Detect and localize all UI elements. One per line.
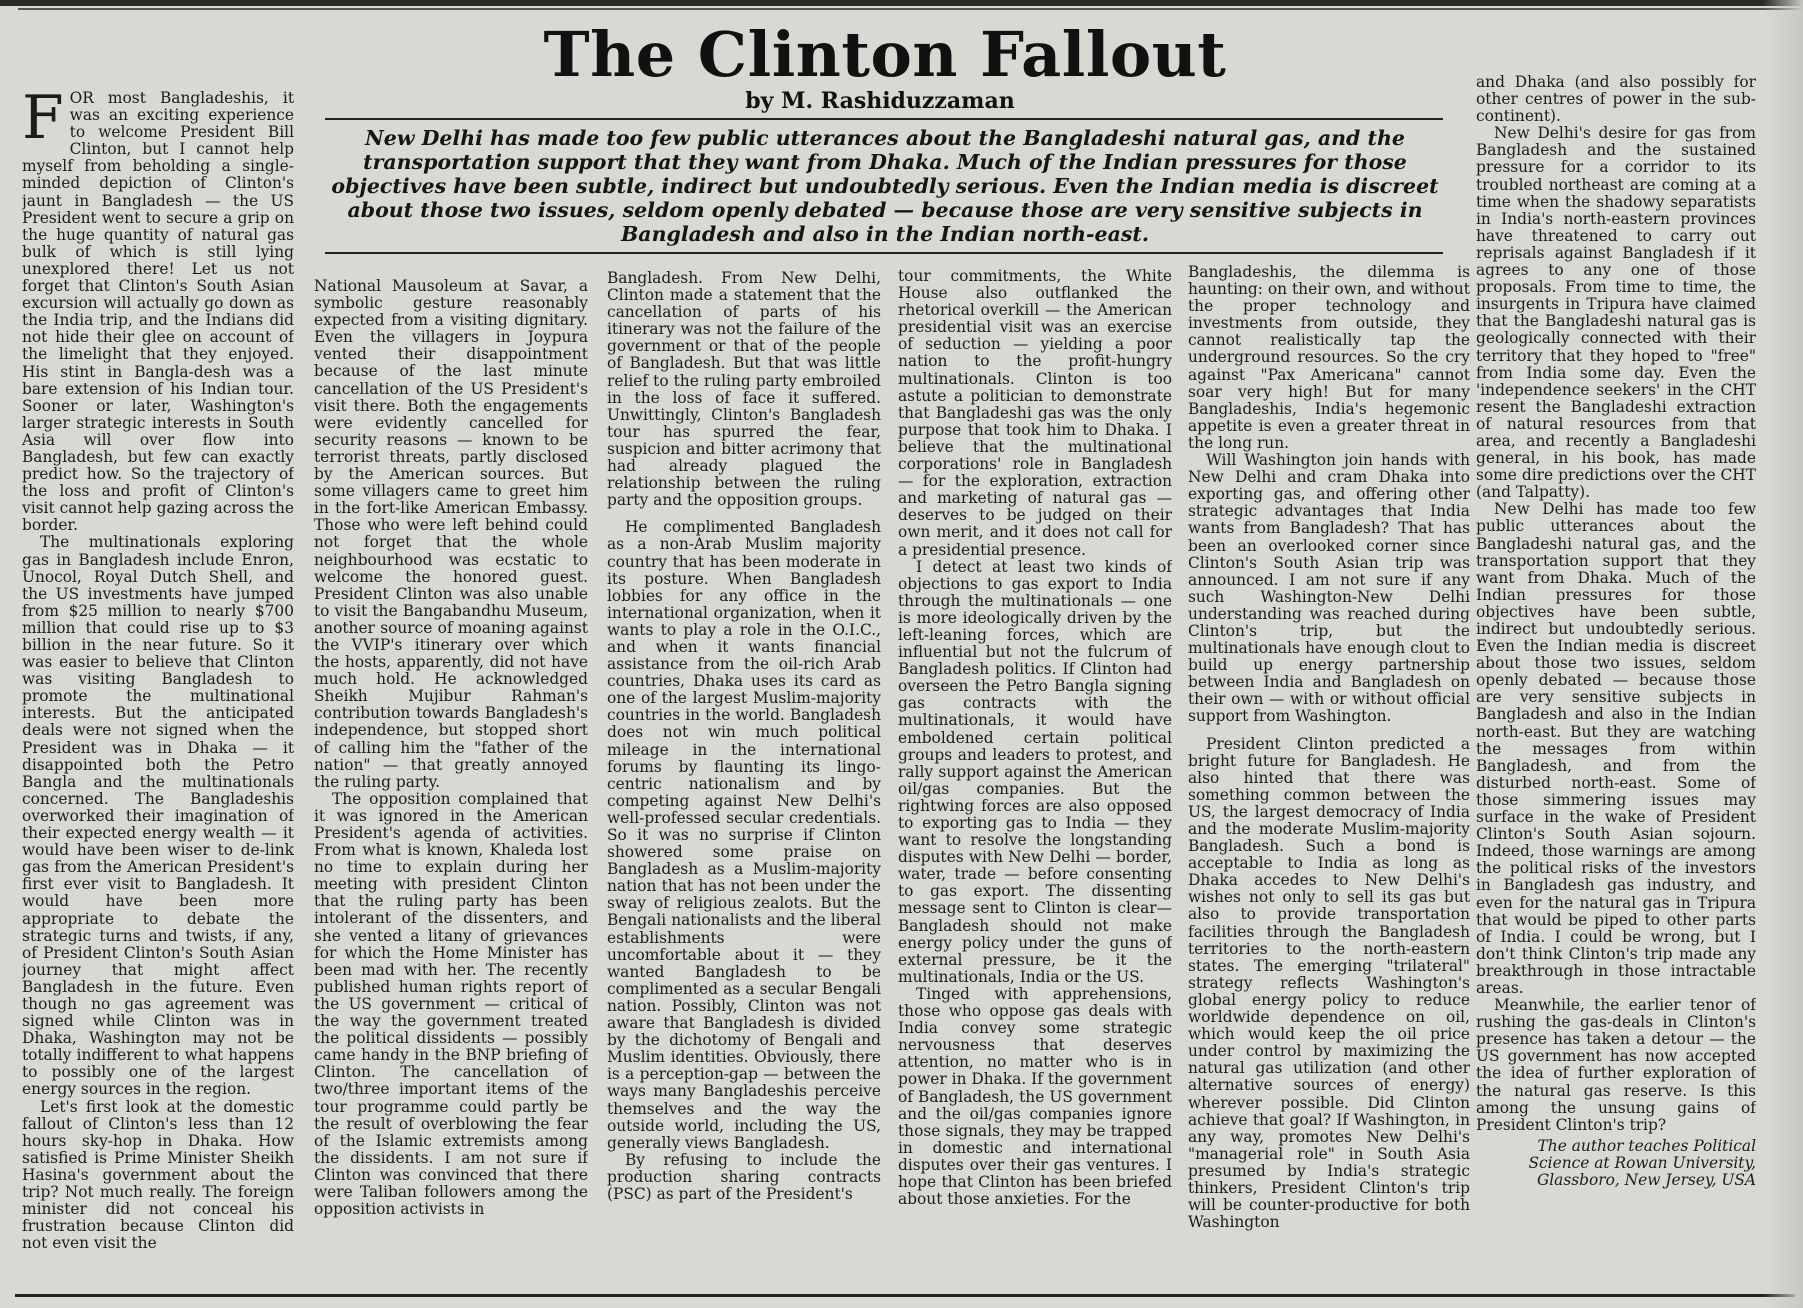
column-1 bbox=[22, 90, 294, 1290]
column-3 bbox=[607, 270, 881, 1290]
col5-para-1: Bangladeshis, the dilemma is haunting: on their own, and without the proper technology and investments from outside, they cannot realistically tap the underground resources. So the cry against "Pax Americana" cannot soar very high! But for many Bangladeshis, India's hegemonic appetite is even a greater threat in the long run. bbox=[1188, 264, 1470, 452]
col4-para-3: Tinged with apprehensions, those who oppose gas deals with India convey some strategic nervousness that deserves attention, no matter who is in power in Dhaka. If the government of Bangladesh, the US government and the oil/gas companies ignore those signals, they may be trapped in domestic and international disputes over their gas ventures. I hope that Clinton has been briefed about those anxieties. For the bbox=[898, 984, 1172, 1209]
col6-para-1: and Dhaka (and also possibly for other centres of power in the sub-continent). bbox=[1476, 74, 1756, 126]
col5-para-3: President Clinton predicted a bright future for Bangladesh. He also hinted that there was something common between the US, the largest democracy of India and the moderate Muslim-majority Bangladesh. Such a bond is acceptable to India as long as Dhaka accedes to New Delhi's wishes not only to sell its gas but also to provide transportation facilities through the Bangladesh territories to the north-eastern states. The emerging "trilateral" strategy reflects Washington's global energy policy to reduce worldwide dependence on oil, which would keep the oil price under control by maximizing the natural gas utilization (and other alternative sources of energy) wherever possible. Did Clinton achieve that goal? If Washington, in any way, promotes New Delhi's "managerial role" in South Asia presumed by India's strategic thinkers, President Clinton's trip will be counter-productive for both Washington bbox=[1188, 734, 1470, 1232]
right-edge-fade bbox=[1763, 0, 1803, 1308]
col1-para-2: The multinationals exploring gas in Bangladesh include Enron, Unocol, Royal Dutch Shell, and the US investments have jumped from $25 million to nearly $700 million that could rise up to $3 billion in the near future. So it was easier to believe that Clinton was visiting Bangladesh to promote the multinational interests. But the anticipated deals were not signed when the President was in Dhaka — it disappointed both the Petro Bangla and the multinationals concerned. The Bangladeshis overworked their imagination of their expected energy wealth — it would have been wiser to de-link gas from the American President's first ever visit to Bangladesh. It would have been more appropriate to debate the strategic turns and twists, if any, of President Clinton's South Asian journey that might affect Bangladesh in the future. Even though no gas agreement was signed while Clinton was in Dhaka, Washington may not be totally indifferent to what happens to possibly one of the largest energy sources in the region. bbox=[22, 533, 294, 1099]
column-5 bbox=[1188, 264, 1470, 1290]
top-border-inner bbox=[18, 8, 1803, 10]
column-6 bbox=[1476, 74, 1756, 1290]
col5-para-2: Will Washington join hands with New Delhi and cram Dhaka into exporting gas, and offering other strategic advantages that India wants from Bangladesh? That has been an overlooked corner since Clinton's South Asian trip was announced. I am not sure if any such Washington-New Delhi understanding was reached during Clinton's trip, but the multinationals have enough clout to build up energy partnership between India and Bangladesh on their own — with or without official support from Washington. bbox=[1188, 451, 1470, 726]
col1-para-1-text: OR most Bangladeshis, it was an exciting experience to welcome President Bill Clinton, but I cannot help myself from beholding a single-minded depiction of Clinton's jaunt in Bangladesh — the US President went to secure a grip on the huge quantity of natural gas bulk of which is still lying unexplored there! Let us not forget that Clinton's South Asian excursion will actually go down as the India trip, and the Indians did not hide their glee on account of the limelight that they enjoyed. His stint in Bangla-desh was a bare extension of his Indian tour. Sooner or later, Washington's larger strategic interests in South Asia will over flow into Bangladesh, but few can exactly predict how. So the trajectory of the loss and profit of Clinton's visit cannot help gazing across the border. bbox=[22, 90, 294, 535]
bottom-rule bbox=[15, 1294, 1795, 1297]
column-4 bbox=[898, 268, 1172, 1290]
col3-para-1: Bangladesh. From New Delhi, Clinton made a statement that the cancellation of parts of his itinerary was not the failure of the government or that of the people of Bangladesh. But that was little relief to the ruling party embroiled in the loss of face it suffered. Unwittingly, Clinton's Bangladesh tour has spurred the fear, suspicion and bitter acrimony that had already plagued the relationship between the ruling party and the opposition groups. bbox=[607, 270, 881, 510]
col4-para-1: tour commitments, the White House also outflanked the rhetorical overkill — the American presidential visit was an exercise of seduction — yielding a poor nation to the profit-hungry multinationals. Clinton is too astute a politician to demonstrate that Bangladeshi gas was the only purpose that took him to Dhaka. I believe that the multinational corporations' role in Bangladesh — for the exploration, extraction and marketing of natural gas — deserves to be judged on their own merit, and it does not call for a presidential presence. bbox=[898, 268, 1172, 559]
col1-para-3: Let's first look at the domestic fallout of Clinton's less than 12 hours sky-hop in Dhaka. How satisfied is Prime Minister Sheikh Hasina's government about the trip? Not much really. The foreign minister did not conceal his frustration because Clinton did not even visit the bbox=[22, 1097, 294, 1253]
col6-para-4: Meanwhile, the earlier tenor of rushing the gas-deals in Clinton's presence has taken a detour — the US government has now accepted the idea of further exploration of the natural gas reserve. Is this among the unsung gains of President Clinton's trip? bbox=[1476, 996, 1756, 1134]
deck-bottom-rule bbox=[325, 252, 1443, 254]
author-note: The author teaches Political Science at Rowan University, Glassboro, New Jersey, USA bbox=[1528, 1136, 1756, 1189]
headline: The Clinton Fallout bbox=[543, 18, 1227, 91]
top-border bbox=[0, 0, 1803, 6]
col6-para-3: New Delhi has made too few public utterances about the Bangladeshi natural gas, and the transportation support that they want from Dhaka. Much of the Indian pressures for those objectives have been subtle, indirect but undoubtedly serious. Even the Indian media is discreet about those two issues, seldom openly debated — because those are very sensitive subjects in Bangladesh and also in the Indian north-east. But they are watching the messages from within Bangladesh, and from the disturbed north-east. Some of those simmering issues may surface in the wake of President Clinton's South Asian sojourn. Indeed, those warnings are among the political risks of the investors in Bangladesh gas industry, and even for the natural gas in Tripura that would be piped to other parts of India. I could be wrong, but I don't think Clinton's trip made any breakthrough in those intractable areas. bbox=[1476, 500, 1756, 997]
col2-para-1: National Mausoleum at Savar, a symbolic gesture reasonably expected from a visiting dignitary. Even the villagers in Joypura vented their disappointment because of the last minute cancellation of the US President's visit there. Both the engagements were evidently cancelled for security reasons — known to be terrorist threats, partly disclosed by the American sources. But some villagers came to greet him in the fort-like American Embassy. Those who were left behind could not forget that the whole neighbourhood was ecstatic to welcome the honored guest. President Clinton was also unable to visit the Bangabandhu Museum, another source of moaning against the VVIP's itinerary over which the hosts, apparently, did not have much hold. He acknowledged Sheikh Mujibur Rahman's contribution towards Bangladesh's independence, but stopped short of calling him the "father of the nation" — that greatly annoyed the ruling party. bbox=[314, 278, 588, 791]
drop-cap: F bbox=[22, 90, 64, 153]
col3-para-3: By refusing to include the production sharing contracts (PSC) as part of the President's bbox=[607, 1150, 881, 1203]
col2-para-2: The opposition complained that it was ignored in the American President's agenda of activities. From what is known, Khaleda lost no time to explain during her meeting with president Clinton that the ruling party has been intolerant of the dissenters, and she vented a litany of grievances for which the Home Minister has been mad with her. The recently published human rights report of the US government — critical of the way the government treated the political dissidents — possibly came handy in the BNP briefing of Clinton. The cancellation of two/three important items of the tour programme could partly be the result of overblowing the fear of the Islamic extremists among the dissidents. I am not sure if Clinton was convinced that there were Taliban followers among the opposition activists in bbox=[314, 789, 588, 1219]
deck-top-rule bbox=[325, 118, 1443, 120]
col4-para-2: I detect at least two kinds of objections to gas export to India through the multinationals — one is more ideologically driven by the left-leaning forces, which are influential but not the fulcrum of Bangladesh politics. If Clinton had overseen the Petro Bangla signing gas contracts with the multinationals, it would have emboldened certain political groups and leaders to protest, and rally support against the American oil/gas companies. But the rightwing forces are also opposed to exporting gas to India — they want to resolve the longstanding disputes with New Delhi — border, water, trade — before consenting to gas export. The dissenting message sent to Clinton is clear—Bangladesh should not make energy policy under the guns of external pressure, be it the multinationals, India or the US. bbox=[898, 557, 1172, 986]
byline: by M. Rashiduzzaman bbox=[745, 88, 1015, 114]
deck-pullquote: New Delhi has made too few public utterances about the Bangladeshi natural gas, and the transportation support that they want from Dhaka. Much of the Indian pressures for those objectives have been subtle, indirect but undoubtedly serious. Even the Indian media is discreet about those two issues, seldom openly debated — because those are very sensitive subjects in Bangladesh and also in the Indian north-east. bbox=[331, 126, 1439, 246]
column-2 bbox=[314, 278, 588, 1290]
col6-para-2: New Delhi's desire for gas from Bangladesh and the sustained pressure for a corridor to its troubled northeast are coming at a time when the shadowy separatists in India's north-eastern provinces have threatened to carry out reprisals against Bangladesh if it agrees to any one of those proposals. From time to time, the insurgents in Tripura have claimed that the Bangladeshi natural gas is geologically connected with their territory that they hoped to "free" from India some day. Even the 'independence seekers' in the CHT resent the Bangladeshi extraction of natural resources from that area, and recently a Bangladeshi general, in his book, has made some dire predictions over the CHT (and Talpatty). bbox=[1476, 124, 1756, 502]
col3-para-2: He complimented Bangladesh as a non-Arab Muslim majority country that has been moderate in its posture. When Bangladesh lobbies for any office in the international organization, when it wants to play a role in the O.I.C., and when it wants financial assistance from the oil-rich Arab countries, Dhaka uses its card as one of the largest Muslim-majority countries in the world. Bangladesh does not win much political mileage in the international forums by flaunting its lingo-centric nationalism and by competing against New Delhi's well-professed secular credentials. So it was no surprise if Clinton showered some praise on Bangladesh as a Muslim-majority nation that has not been under the sway of religious zealots. But the Bengali nationalists and the liberal establishments were uncomfortable about it — they wanted Bangladesh to be complimented as a secular Bengali nation. Possibly, Clinton was not aware that Bangladesh is divided by the dichotomy of Bengali and Muslim identities. Obviously, there is a perception-gap — between the ways many Bangladeshis perceive themselves and the way the outside world, including the US, generally views Bangladesh. bbox=[607, 518, 881, 1152]
col1-para-1 bbox=[22, 90, 294, 534]
